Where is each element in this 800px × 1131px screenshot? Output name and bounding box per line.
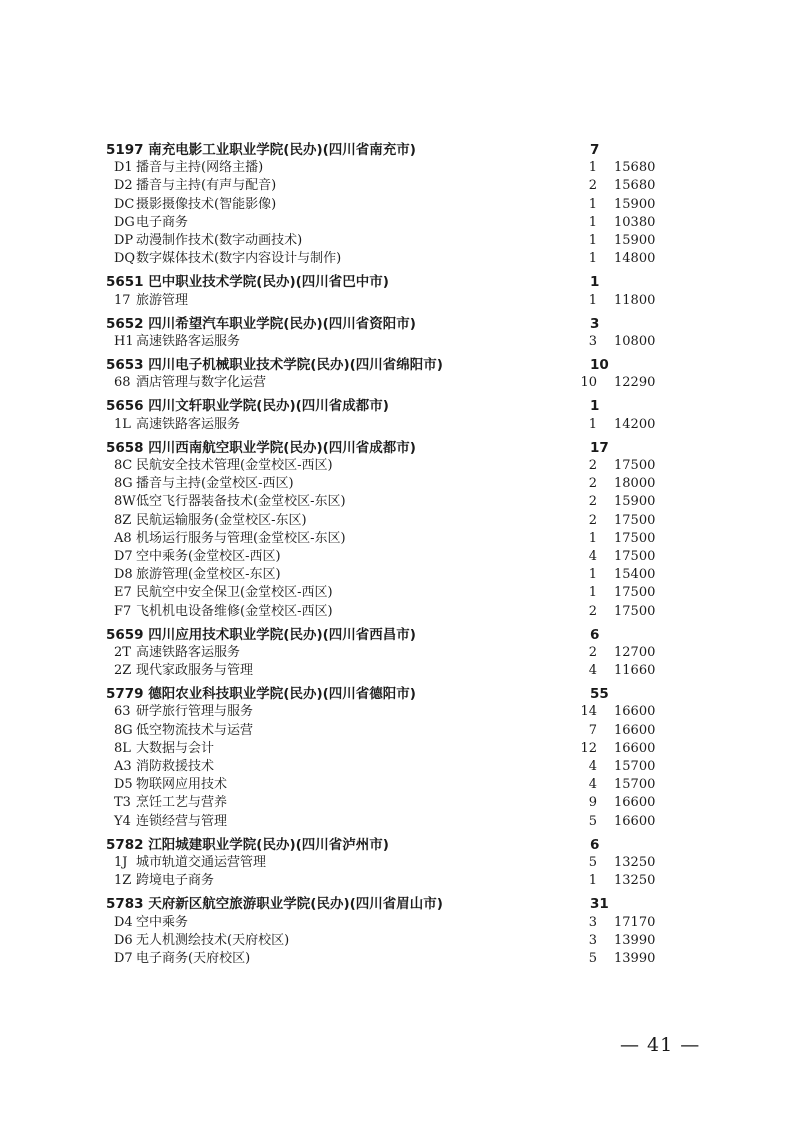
school-plan-count: 55 xyxy=(590,686,609,703)
major-row xyxy=(0,584,800,602)
major-plan-count: 2 xyxy=(588,512,597,528)
major-code: 1J xyxy=(114,854,128,870)
major-name: 空中乘务(金堂校区-西区) xyxy=(136,548,281,564)
major-code: F7 xyxy=(114,603,132,619)
major-tuition-fee: 11800 xyxy=(614,292,656,308)
major-plan-count: 9 xyxy=(588,795,597,811)
major-row xyxy=(0,566,800,584)
school-name: 巴中职业技术学院(民办)(四川省巴中市) xyxy=(148,274,389,291)
school-code: 5779 xyxy=(106,686,144,703)
major-row xyxy=(0,416,800,434)
major-row xyxy=(0,177,800,195)
major-tuition-fee: 16600 xyxy=(614,722,656,738)
school-name: 江阳城建职业学院(民办)(四川省泸州市) xyxy=(148,836,389,853)
school-code: 5783 xyxy=(106,896,144,913)
major-name: 动漫制作技术(数字动画技术) xyxy=(136,232,303,248)
major-name: 飞机机电设备维修(金堂校区-西区) xyxy=(136,603,333,619)
major-name: 酒店管理与数字化运营 xyxy=(136,375,267,391)
major-name: 物联网应用技术 xyxy=(136,777,228,793)
major-plan-count: 14 xyxy=(580,704,597,720)
major-plan-count: 1 xyxy=(588,292,597,308)
major-tuition-fee: 16600 xyxy=(614,795,656,811)
major-name: 跨境电子商务 xyxy=(136,873,215,889)
major-code: D4 xyxy=(114,914,133,930)
major-code: 8G xyxy=(114,722,133,738)
major-plan-count: 1 xyxy=(588,160,597,176)
page-number: — 41 — xyxy=(620,1034,701,1056)
school-code: 5656 xyxy=(106,398,144,415)
school-row xyxy=(0,685,800,703)
school-plan-count: 31 xyxy=(590,896,609,913)
major-row xyxy=(0,214,800,232)
major-code: A8 xyxy=(114,530,132,546)
school-code: 5652 xyxy=(106,315,144,332)
major-name: 烹饪工艺与营养 xyxy=(136,795,228,811)
major-tuition-fee: 10380 xyxy=(614,214,656,230)
school-code-name xyxy=(106,626,416,644)
major-plan-count: 7 xyxy=(588,722,597,738)
school-row xyxy=(0,439,800,457)
school-row xyxy=(0,895,800,913)
major-code: D5 xyxy=(114,777,133,793)
major-tuition-fee: 15400 xyxy=(614,567,656,583)
school-plan-count: 6 xyxy=(590,836,600,853)
school-code: 5197 xyxy=(106,142,144,158)
school-name: 天府新区航空旅游职业学院(民办)(四川省眉山市) xyxy=(148,896,443,913)
major-plan-count: 1 xyxy=(588,585,597,601)
major-name: 高速铁路客运服务 xyxy=(136,333,241,349)
major-name: 空中乘务 xyxy=(136,914,189,930)
major-row xyxy=(0,758,800,776)
major-row xyxy=(0,722,800,740)
major-tuition-fee: 14800 xyxy=(614,251,656,267)
major-code: 8L xyxy=(114,740,131,756)
major-plan-count: 5 xyxy=(588,950,597,966)
major-row xyxy=(0,493,800,511)
major-code: 1Z xyxy=(114,873,132,889)
major-plan-count: 10 xyxy=(580,375,597,391)
major-code: 2Z xyxy=(114,663,132,679)
major-plan-count: 2 xyxy=(588,494,597,510)
major-name: 电子商务(天府校区) xyxy=(136,950,251,966)
major-name: 旅游管理(金堂校区-东区) xyxy=(136,567,281,583)
school-code-name xyxy=(106,141,416,159)
major-name: 民航空中安全保卫(金堂校区-西区) xyxy=(136,585,333,601)
major-tuition-fee: 17500 xyxy=(614,603,656,619)
major-code: D8 xyxy=(114,567,133,583)
school-code-name xyxy=(106,895,443,913)
major-tuition-fee: 13990 xyxy=(614,932,656,948)
major-row xyxy=(0,530,800,548)
major-tuition-fee: 13250 xyxy=(614,854,656,870)
school-code-name xyxy=(106,356,443,374)
school-code-name xyxy=(106,836,389,854)
major-code: E7 xyxy=(114,585,132,601)
major-plan-count: 3 xyxy=(588,932,597,948)
major-code: D1 xyxy=(114,160,133,176)
major-code: Y4 xyxy=(114,813,131,829)
major-plan-count: 1 xyxy=(588,251,597,267)
school-plan-count: 1 xyxy=(590,398,600,415)
major-code: 8Z xyxy=(114,512,132,528)
major-tuition-fee: 16600 xyxy=(614,740,656,756)
major-name: 旅游管理 xyxy=(136,292,189,308)
admission-plan-list xyxy=(0,141,800,968)
school-plan-count: 1 xyxy=(590,274,600,291)
school-code-name xyxy=(106,439,416,457)
major-name: 播音与主持(网络主播) xyxy=(136,160,264,176)
major-name: 播音与主持(金堂校区-西区) xyxy=(136,476,294,492)
major-tuition-fee: 15900 xyxy=(614,494,656,510)
school-name: 南充电影工业职业学院(民办)(四川省南充市) xyxy=(148,142,416,158)
major-plan-count: 1 xyxy=(588,214,597,230)
major-name: 城市轨道交通运营管理 xyxy=(136,854,267,870)
major-code: D6 xyxy=(114,932,133,948)
major-name: 消防救援技术 xyxy=(136,759,215,774)
major-row xyxy=(0,333,800,351)
major-code: 1L xyxy=(114,416,131,432)
major-tuition-fee: 15680 xyxy=(614,160,656,176)
major-code: 63 xyxy=(114,704,131,720)
major-tuition-fee: 13990 xyxy=(614,950,656,966)
major-row xyxy=(0,794,800,812)
major-row xyxy=(0,813,800,831)
major-row xyxy=(0,740,800,758)
major-row xyxy=(0,232,800,250)
major-tuition-fee: 17500 xyxy=(614,530,656,546)
major-tuition-fee: 17500 xyxy=(614,548,656,564)
major-tuition-fee: 16600 xyxy=(614,704,656,720)
school-row xyxy=(0,626,800,644)
major-row xyxy=(0,872,800,890)
major-plan-count: 2 xyxy=(588,476,597,492)
school-plan-count: 7 xyxy=(590,142,600,158)
major-tuition-fee: 15900 xyxy=(614,232,656,248)
major-tuition-fee: 12700 xyxy=(614,644,656,660)
major-plan-count: 12 xyxy=(580,740,597,756)
major-plan-count: 4 xyxy=(588,663,597,679)
school-plan-count: 6 xyxy=(590,626,600,643)
major-name: 现代家政服务与管理 xyxy=(136,663,254,679)
major-code: 17 xyxy=(114,292,131,308)
major-name: 低空物流技术与运营 xyxy=(136,722,254,738)
major-row xyxy=(0,854,800,872)
major-row xyxy=(0,703,800,721)
major-code: 2T xyxy=(114,644,131,660)
major-tuition-fee: 11660 xyxy=(614,663,656,679)
major-row xyxy=(0,475,800,493)
major-tuition-fee: 15680 xyxy=(614,178,656,194)
school-code: 5782 xyxy=(106,836,144,853)
major-name: 民航运输服务(金堂校区-东区) xyxy=(136,512,307,528)
school-plan-count: 3 xyxy=(590,315,600,332)
major-name: 高速铁路客运服务 xyxy=(136,416,241,432)
major-plan-count: 4 xyxy=(588,548,597,564)
major-row xyxy=(0,950,800,968)
major-row xyxy=(0,548,800,566)
school-name: 四川文轩职业学院(民办)(四川省成都市) xyxy=(148,398,389,415)
major-row xyxy=(0,250,800,268)
major-tuition-fee: 16600 xyxy=(614,813,656,829)
major-row xyxy=(0,603,800,621)
school-row xyxy=(0,273,800,291)
school-row xyxy=(0,315,800,333)
major-code: DC xyxy=(114,196,135,212)
major-row xyxy=(0,662,800,680)
major-code: 8C xyxy=(114,458,133,473)
school-code: 5651 xyxy=(106,274,144,291)
school-name: 四川西南航空职业学院(民办)(四川省成都市) xyxy=(148,439,416,456)
major-name: 高速铁路客运服务 xyxy=(136,644,241,660)
major-plan-count: 4 xyxy=(588,759,597,774)
major-plan-count: 5 xyxy=(588,813,597,829)
major-tuition-fee: 17500 xyxy=(614,458,656,473)
school-name: 德阳农业科技职业学院(民办)(四川省德阳市) xyxy=(148,686,416,703)
major-code: 8G xyxy=(114,476,133,492)
major-tuition-fee: 14200 xyxy=(614,416,656,432)
school-code: 5659 xyxy=(106,626,144,643)
major-name: 低空飞行器装备技术(金堂校区-东区) xyxy=(136,494,346,510)
major-tuition-fee: 17500 xyxy=(614,512,656,528)
major-tuition-fee: 15900 xyxy=(614,196,656,212)
major-tuition-fee: 18000 xyxy=(614,476,656,492)
major-plan-count: 4 xyxy=(588,777,597,793)
major-code: 8W xyxy=(114,494,136,510)
school-name: 四川希望汽车职业学院(民办)(四川省资阳市) xyxy=(148,315,416,332)
major-row xyxy=(0,374,800,392)
major-name: 数字媒体技术(数字内容设计与制作) xyxy=(136,251,342,267)
major-plan-count: 2 xyxy=(588,603,597,619)
major-code: DG xyxy=(114,214,135,230)
major-row xyxy=(0,932,800,950)
major-name: 连锁经营与管理 xyxy=(136,813,228,829)
major-row xyxy=(0,159,800,177)
major-plan-count: 1 xyxy=(588,232,597,248)
major-plan-count: 3 xyxy=(588,914,597,930)
school-code-name xyxy=(106,685,416,703)
school-code: 5658 xyxy=(106,439,144,456)
school-code-name xyxy=(106,315,416,333)
major-code: DQ xyxy=(114,251,136,267)
major-code: DP xyxy=(114,232,134,248)
major-tuition-fee: 10800 xyxy=(614,333,656,349)
major-row xyxy=(0,644,800,662)
major-name: 研学旅行管理与服务 xyxy=(136,704,254,720)
major-tuition-fee: 17500 xyxy=(614,585,656,601)
major-name: 大数据与会计 xyxy=(136,740,215,756)
school-row xyxy=(0,141,800,159)
major-code: 68 xyxy=(114,375,131,391)
major-name: 民航安全技术管理(金堂校区-西区) xyxy=(136,458,333,473)
major-code: D7 xyxy=(114,548,133,564)
major-plan-count: 2 xyxy=(588,178,597,194)
school-plan-count: 10 xyxy=(590,357,609,374)
school-code-name xyxy=(106,397,389,415)
major-code: D2 xyxy=(114,178,133,194)
major-tuition-fee: 15700 xyxy=(614,777,656,793)
major-plan-count: 1 xyxy=(588,873,597,889)
major-plan-count: 2 xyxy=(588,458,597,473)
major-code: H1 xyxy=(114,333,134,349)
major-plan-count: 1 xyxy=(588,196,597,212)
major-plan-count: 3 xyxy=(588,333,597,349)
major-code: T3 xyxy=(114,795,131,811)
major-code: A3 xyxy=(114,759,132,774)
school-name: 四川应用技术职业学院(民办)(四川省西昌市) xyxy=(148,626,416,643)
major-name: 电子商务 xyxy=(136,214,189,230)
major-name: 机场运行服务与管理(金堂校区-东区) xyxy=(136,530,346,546)
school-code: 5653 xyxy=(106,357,144,374)
major-plan-count: 1 xyxy=(588,530,597,546)
major-row xyxy=(0,292,800,310)
school-name: 四川电子机械职业技术学院(民办)(四川省绵阳市) xyxy=(148,357,443,374)
major-code: D7 xyxy=(114,950,133,966)
major-tuition-fee: 12290 xyxy=(614,375,656,391)
major-tuition-fee: 17170 xyxy=(614,914,656,930)
major-row xyxy=(0,914,800,932)
major-row xyxy=(0,512,800,530)
major-row xyxy=(0,457,800,475)
major-name: 播音与主持(有声与配音) xyxy=(136,178,277,194)
school-row xyxy=(0,356,800,374)
school-code-name xyxy=(106,273,389,291)
major-plan-count: 1 xyxy=(588,567,597,583)
major-plan-count: 2 xyxy=(588,644,597,660)
major-row xyxy=(0,196,800,214)
major-plan-count: 1 xyxy=(588,416,597,432)
major-name: 无人机测绘技术(天府校区) xyxy=(136,932,290,948)
school-row xyxy=(0,836,800,854)
major-tuition-fee: 13250 xyxy=(614,873,656,889)
major-row xyxy=(0,776,800,794)
major-tuition-fee: 15700 xyxy=(614,759,656,774)
major-plan-count: 5 xyxy=(588,854,597,870)
school-plan-count: 17 xyxy=(590,439,609,456)
major-name: 摄影摄像技术(智能影像) xyxy=(136,196,277,212)
school-row xyxy=(0,397,800,415)
